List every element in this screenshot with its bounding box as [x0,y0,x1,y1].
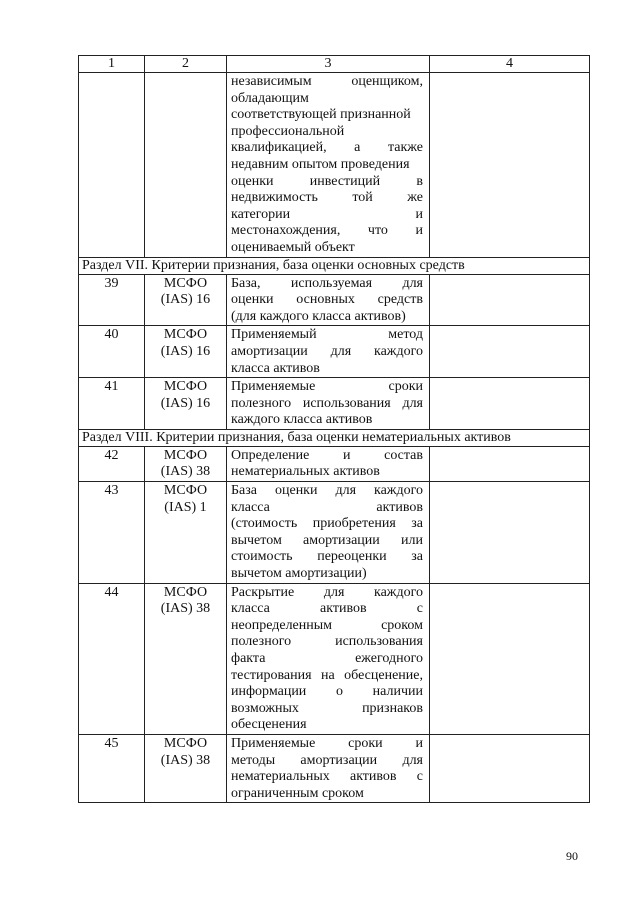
empty-cell [430,583,590,734]
row-number: 41 [79,378,145,430]
requirement-text: Применяемый метод амортизации для каждого класса активов [227,326,430,378]
requirement-text: Определение и состав нематериальных активов [227,446,430,481]
continuation-text: независимым оценщиком, обладающим соответствующей признанной профессиональной квалификацией, а также недавним опытом проведения оценки инвестиций в недвижимость той же категории и местонахождения, что и оцениваемый объект [227,73,430,258]
standard-reference: МСФО (IAS) 1 [145,482,227,584]
row-number: 42 [79,446,145,481]
row-number: 44 [79,583,145,734]
header-col-3: 3 [227,56,430,73]
row-number: 45 [79,734,145,802]
table-row [79,274,590,326]
requirement-text: Применяемые сроки и методы амортизации для нематериальных активов с ограниченным сроком [227,734,430,802]
standard-reference: МСФО (IAS) 16 [145,274,227,326]
row-number: 39 [79,274,145,326]
empty-cell [430,482,590,584]
requirement-text: База, используемая для оценки основных средств (для каждого класса активов) [227,274,430,326]
table-row [79,326,590,378]
empty-cell [430,378,590,430]
row-number: 43 [79,482,145,584]
standard-reference: МСФО (IAS) 38 [145,734,227,802]
empty-cell [430,326,590,378]
continuation-row [79,73,590,258]
empty-cell [430,274,590,326]
page-number: 90 [566,849,578,863]
header-col-2: 2 [145,56,227,73]
requirement-text: Применяемые сроки полезного использования для каждого класса активов [227,378,430,430]
table-row [79,446,590,481]
section-row [79,429,590,446]
table-row [79,482,590,584]
table-row [79,583,590,734]
empty-cell [430,734,590,802]
standard-reference: МСФО (IAS) 38 [145,446,227,481]
table-row [79,734,590,802]
table-row [79,378,590,430]
header-col-4: 4 [430,56,590,73]
standard-reference: МСФО (IAS) 38 [145,583,227,734]
requirements-table [78,55,590,803]
standard-reference: МСФО (IAS) 16 [145,326,227,378]
header-row [79,56,590,73]
section-row [79,257,590,274]
requirement-text: Раскрытие для каждого класса активов с неопределенным сроком полезного использования факта ежегодного тестирования на обесценение, информации о наличии возможных признаков обесценения [227,583,430,734]
standard-reference: МСФО (IAS) 16 [145,378,227,430]
requirement-text: База оценки для каждого класса активов (стоимость приобретения за вычетом амортизации или стоимость переоценки за вычетом амортизации) [227,482,430,584]
section-title: Раздел VIII. Критерии признания, база оценки нематериальных активов [79,429,590,446]
empty-cell [430,446,590,481]
header-col-1: 1 [79,56,145,73]
row-number: 40 [79,326,145,378]
section-title: Раздел VII. Критерии признания, база оценки основных средств [79,257,590,274]
